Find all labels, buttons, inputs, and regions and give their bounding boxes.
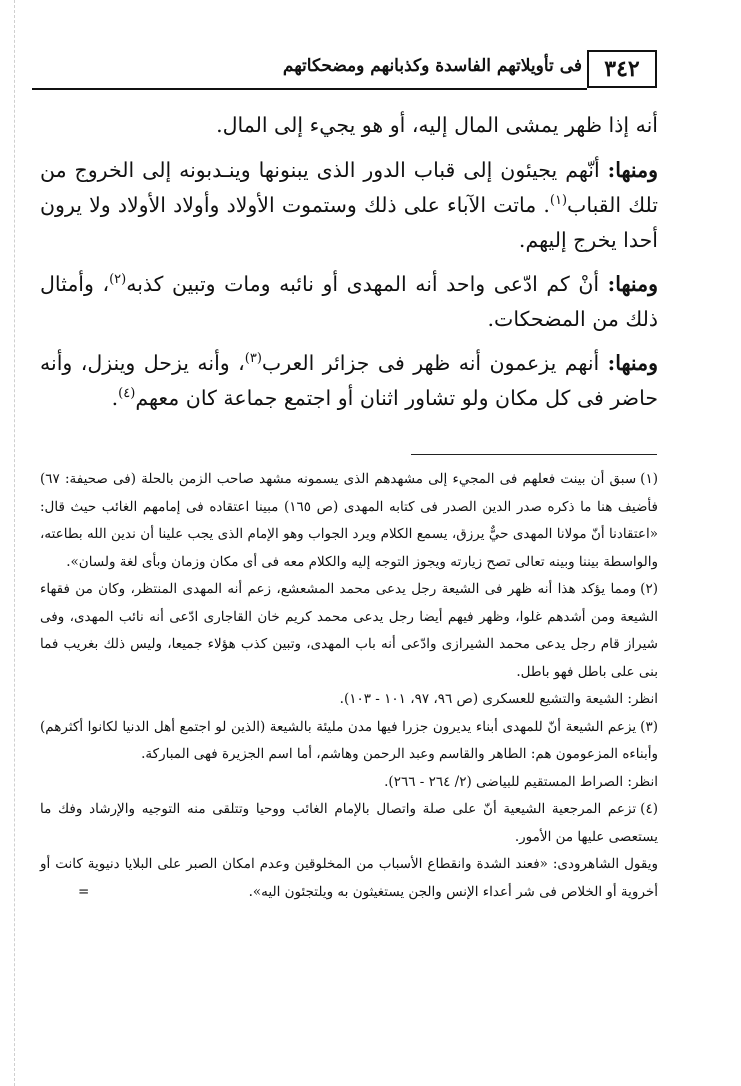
- paragraph-2: [40, 153, 658, 258]
- footnote-3: [40, 714, 658, 769]
- footnote-2: [40, 576, 658, 686]
- continuation-mark: =: [78, 883, 90, 900]
- paragraph-1-text: أنه إذا ظهر يمشى المال إليه، أو هو يجيء إلى المال.: [216, 113, 658, 137]
- page-header: [32, 50, 657, 92]
- footnote-2-number: (٢): [640, 581, 658, 597]
- footnote-1: [40, 466, 658, 576]
- page-number: ٣٤٢: [587, 50, 657, 88]
- header-rule: [32, 88, 587, 90]
- footnote-4-quote-text: ويقول الشاهرودى: «فعند الشدة وانقطاع الأسباب من المخلوقين وعدم امكان الصبر على البلايا دنيوية كانت أو أخروية أو الخلاص فى شر أعداء الإنس والجن يستغيثون به ويلتجئون اليه».: [40, 856, 658, 900]
- footnote-2-text: ومما يؤكد هذا أنه ظهر فى الشيعة رجل يدعى محمد المشعشع، زعم أنه المهدى المنتظر، وكان من فقهاء الشيعة ومن أشدهم غلوا، وظهر فيهم أيضا رجل يدعى محمد كريم خان القاجارى ادّعى أنه نائب المهدى، وفى شيراز قام رجل يدعى محمد الشيرازى وادّعى أنه باب المهدى، وتبين كذب هؤلاء جميعا، وليس ذلك بغريب فما بنى على باطل فهو باطل.: [40, 581, 658, 680]
- paragraph-2-text-b: . ماتت الآباء على ذلك وستموت الأولاد وأولاد الأولاد ولا يرون أحدا يخرج إليهم.: [40, 193, 658, 252]
- footnote-4-text: تزعم المرجعية الشيعية أنّ على صلة واتصال بالإمام الغائب ووحيا وتتلقى منه التوجيه والإرشاد وفك ما يستعصى عليها من الأمور.: [40, 801, 658, 845]
- paragraph-1: [40, 108, 658, 143]
- footnote-1-text: سبق أن بينت فعلهم فى المجيء إلى مشهدهم الذى يسمونه مشهد صاحب الزمن بالحلة (فى صحيفة: ٦٧) فأضيف هنا ما ذكره صدر الدين الصدر فى كتابه المهدى (ص ١٦٥) مبينا اعتقاده فى إمامهم الغائب حيث قال: «اعتقادنا أنّ مولانا المهدى حيٌّ يرزق، يسمع الكلام ويرد الجواب وهو الإمام الذى يجب علينا أن ندين الله بطاعته، والواسطة بيننا وبينه تعالى تصح زيارته ويجوز التوجه إليه والكلام معه فى أى مكان وزمان وبأى لغة ولسان».: [40, 471, 658, 570]
- paragraph-4: [40, 346, 658, 416]
- footnote-4: [40, 796, 658, 851]
- paragraph-3: [40, 267, 658, 337]
- paragraph-2-text-a: أنّهم يجيئون إلى قباب الدور الذى يبنونها وينـدبونه إلى الخروج من تلك القباب: [40, 158, 659, 217]
- footnote-ref-2: (٢): [109, 272, 127, 288]
- paragraph-2-lead: ومنها:: [607, 158, 658, 182]
- footnote-separator: [411, 454, 657, 455]
- footnote-2-reference: انظر: الشيعة والتشيع للعسكرى (ص ٩٦، ٩٧، ١٠١ - ١٠٣).: [339, 691, 658, 707]
- footnote-3-text: يزعم الشيعة أنّ للمهدى أبناء يديرون جزرا فيها مدن مليئة بالشيعة (الذين لو اجتمع أهل الدنيا لكانوا أكثرهم) وأبناءه المزعومون هم: الطاهر والقاسم وعبد الرحمن وهاشم، أما اسم الجزيرة فهى المباركة.: [40, 718, 658, 762]
- footnote-3-reference: انظر: الصراط المستقيم للبياضى (٢/ ٢٦٤ - ٢٦٦).: [384, 773, 658, 790]
- footnote-4-number: (٤): [640, 801, 658, 817]
- paragraph-3-text-b: ، وأمثال ذلك من المضحكات.: [40, 272, 658, 331]
- paragraph-4-text-c: .: [111, 386, 119, 410]
- scan-edge: [14, 0, 15, 1086]
- footnote-ref-4: (٤): [118, 386, 136, 402]
- paragraph-4-lead: ومنها:: [607, 351, 658, 375]
- footnote-1-number: (١): [640, 471, 658, 487]
- footnote-4-quote: [40, 851, 658, 906]
- footnotes: [40, 466, 658, 906]
- main-text: [40, 108, 658, 425]
- running-head: فى تأويلاتهم الفاسدة وكذبانهم ومضحكاتهم: [282, 56, 582, 76]
- footnote-3-number: (٣): [640, 718, 658, 735]
- footnote-ref-3: (٣): [244, 351, 262, 367]
- paragraph-3-lead: ومنها:: [607, 272, 658, 296]
- paragraph-3-text-a: أنْ كم ادّعى واحد أنه المهدى أو نائبه ومات وتبين كذبه: [126, 272, 608, 296]
- paragraph-4-text-a: أنهم يزعمون أنه ظهر فى جزائر العرب: [261, 351, 608, 375]
- paragraph-4-text-b: ، وأنه يزحل وينزل، وأنه حاضر فى كل مكان ولو تشاور اثنان أو اجتمع جماعة كان معهم: [40, 351, 658, 410]
- footnote-ref-1: (١): [549, 193, 568, 209]
